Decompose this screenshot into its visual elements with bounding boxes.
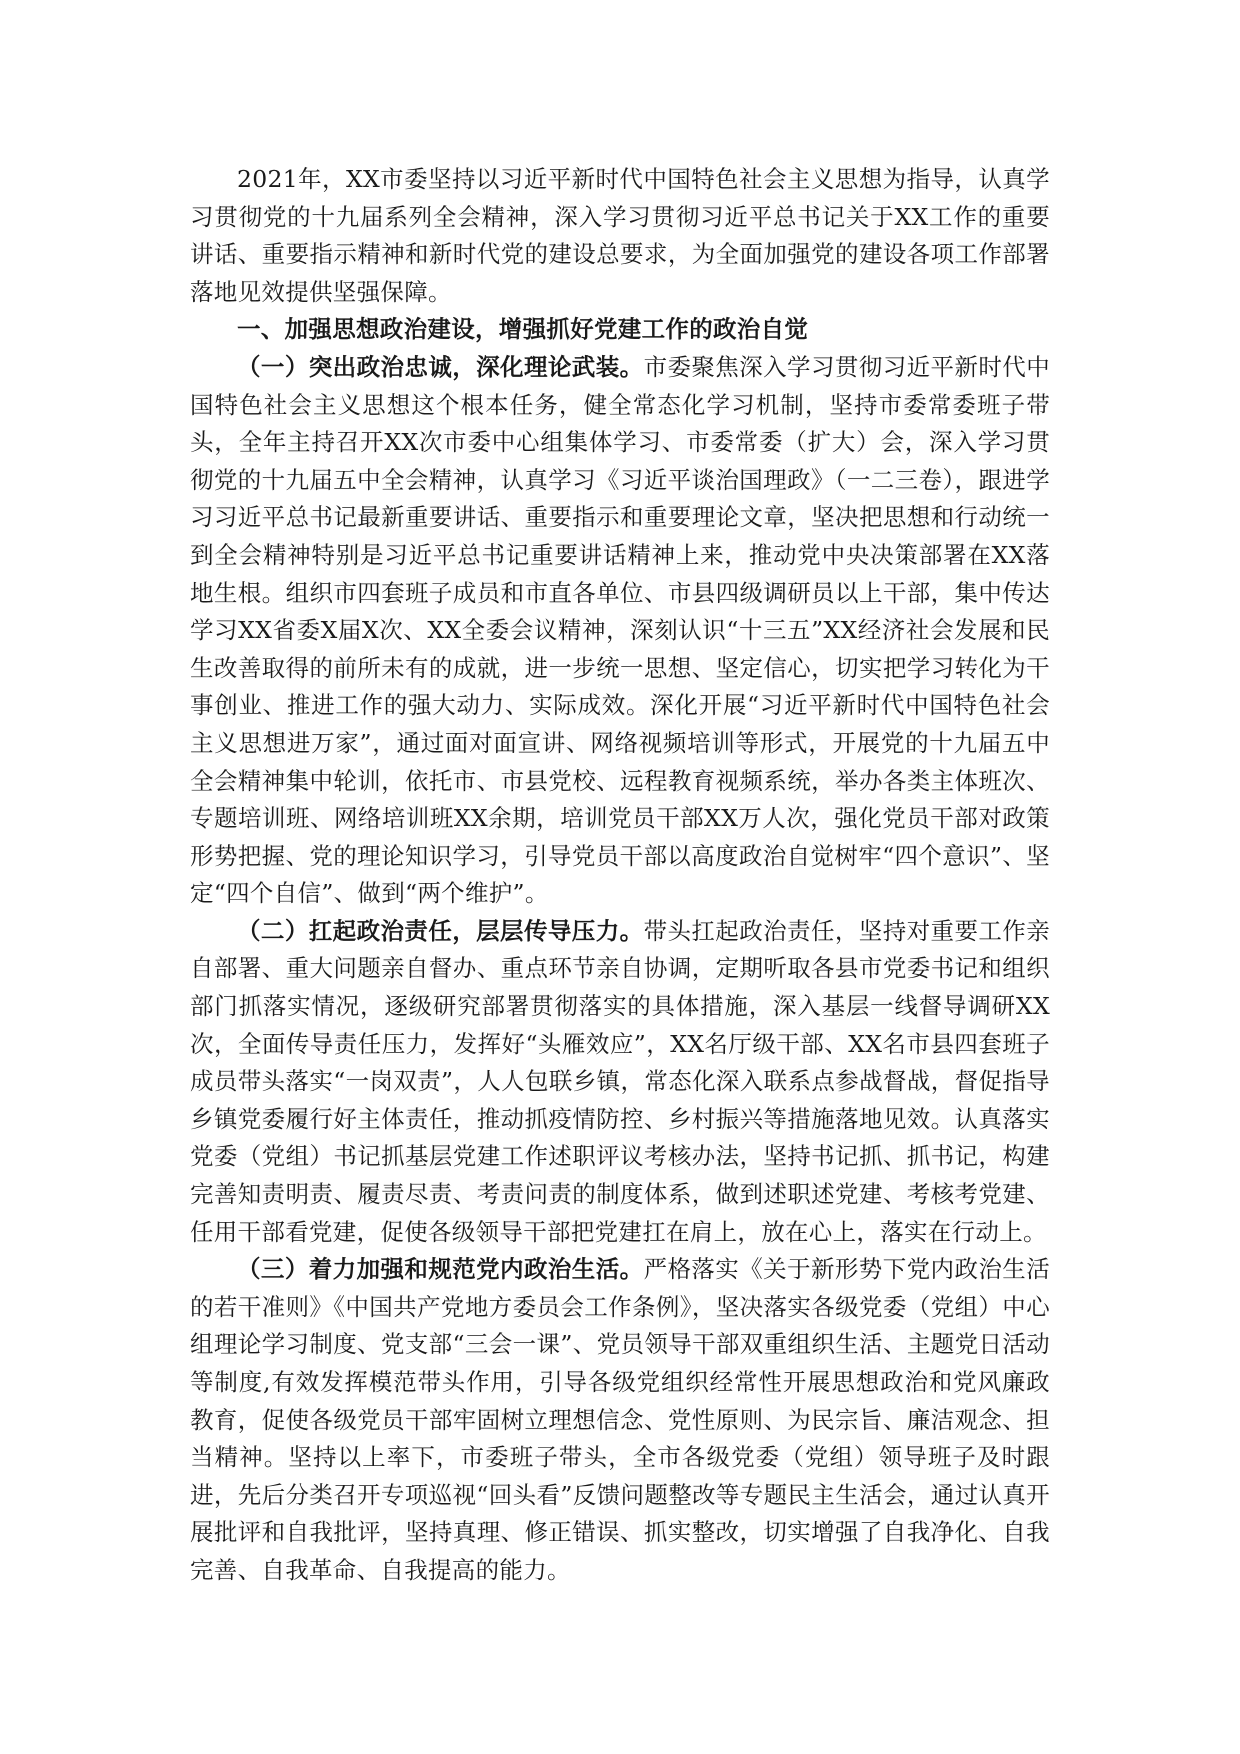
item-2-lead: （二）扛起政治责任，层层传导压力。: [237, 916, 644, 945]
section-heading-1: 一、加强思想政治建设，增强抓好党建工作的政治自觉: [237, 315, 809, 344]
item-1-lead: （一）突出政治忠诚，深化理论武装。: [237, 352, 644, 381]
intro-paragraph: 2021年，XX市委坚持以习近平新时代中国特色社会主义思想为指导，认真学习贯彻党的十九届系列全会精神，深入学习贯彻习近平总书记关于XX工作的重要讲话、重要指示精神和新时代党的建设总要求，为全面加强党的建设各项工作部署落地见效提供坚强保障。: [190, 165, 1050, 306]
item-3-lead: （三）着力加强和规范党内政治生活。: [237, 1255, 644, 1284]
item-3-body: 严格落实《关于新形势下党内政治生活的若干准则》《中国共产党地方委员会工作条例》，坚决落实各级党委（党组）中心组理论学习制度、党支部“三会一课”、党员领导干部双重组织生活、主题党日活动等制度,有效发挥模范带头作用，引导各级党组织经常性开展思想政治和党风廉政教育，促使各级党员干部牢固树立理想信念、党性原则、为民宗旨、廉洁观念、担当精神。坚持以上率下，市委班子带头，全市各级党委（党组）领导班子及时跟进，先后分类召开专项巡视“回头看”反馈问题整改等专题民主生活会，通过认真开展批评和自我批评，坚持真理、修正错误、抓实整改，切实增强了自我净化、自我完善、自我革命、自我提高的能力。: [190, 1255, 1050, 1584]
item-2-body: 带头扛起政治责任，坚持对重要工作亲自部署、重大问题亲自督办、重点环节亲自协调，定期听取各县市党委书记和组织部门抓落实情况，逐级研究部署贯彻落实的具体措施，深入基层一线督导调研XX次，全面传导责任压力，发挥好“头雁效应”，XX名厅级干部、XX名市县四套班子成员带头落实“一岗双责”，人人包联乡镇，常态化深入联系点参战督战，督促指导乡镇党委履行好主体责任，推动抓疫情防控、乡村振兴等措施落地见效。认真落实党委（党组）书记抓基层党建工作述职评议考核办法，坚持书记抓、抓书记，构建完善知责明责、履责尽责、考责问责的制度体系，做到述职述党建、考核考党建、任用干部看党建，促使各级领导干部把党建扛在肩上，放在心上，落实在行动上。: [190, 916, 1050, 1246]
item-3-paragraph: [190, 1251, 1050, 1589]
item-1-paragraph: [190, 349, 1050, 913]
document-page: [190, 161, 1050, 1590]
item-1-body: 市委聚焦深入学习贯彻习近平新时代中国特色社会主义思想这个根本任务，健全常态化学习机制，坚持市委常委班子带头，全年主持召开XX次市委中心组集体学习、市委常委（扩大）会，深入学习贯彻党的十九届五中全会精神，认真学习《习近平谈治国理政》（一二三卷），跟进学习习近平总书记最新重要讲话、重要指示和重要理论文章，坚决把思想和行动统一到全会精神特别是习近平总书记重要讲话精神上来，推动党中央决策部署在XX落地生根。组织市四套班子成员和市直各单位、市县四级调研员以上干部，集中传达学习XX省委X届X次、XX全委会议精神，深刻认识“十三五”XX经济社会发展和民生改善取得的前所未有的成就，进一步统一思想、坚定信心，切实把学习转化为干事创业、推进工作的强大动力、实际成效。深化开展“习近平新时代中国特色社会主义思想进万家”，通过面对面宣讲、网络视频培训等形式，开展党的十九届五中全会精神集中轮训，依托市、市县党校、远程教育视频系统，举办各类主体班次、专题培训班、网络培训班XX余期，培训党员干部XX万人次，强化党员干部对政策形势把握、党的理论知识学习，引导党员干部以高度政治自觉树牢“四个意识”、坚定“四个自信”、做到“两个维护”。: [190, 352, 1050, 908]
item-2-paragraph: [190, 913, 1050, 1251]
